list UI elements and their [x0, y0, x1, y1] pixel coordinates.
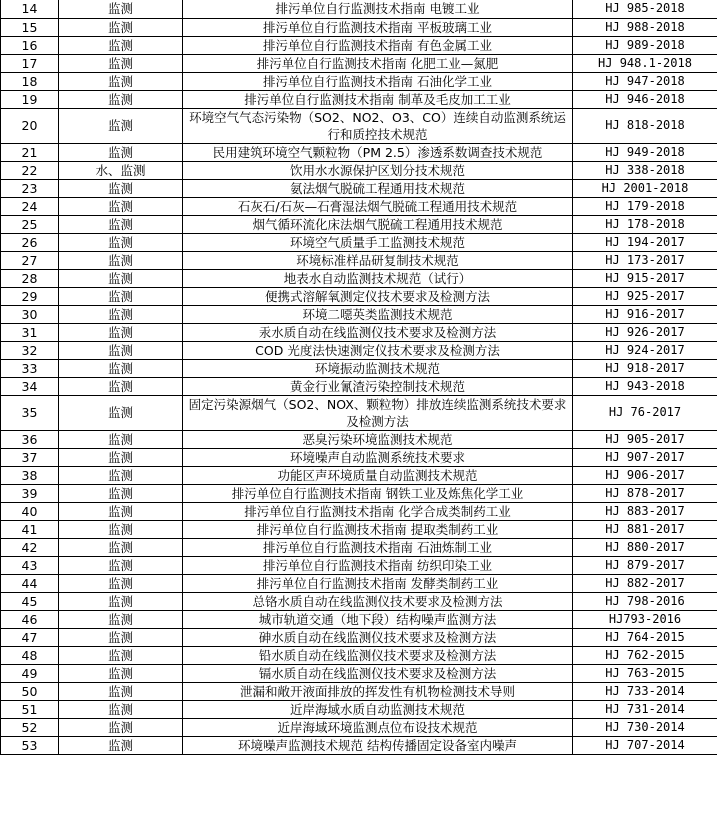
row-standard-code: HJ 730-2014	[573, 718, 717, 736]
row-number: 46	[1, 610, 59, 628]
row-standard-code: HJ 194-2017	[573, 233, 717, 251]
row-standard-code: HJ 878-2017	[573, 484, 717, 502]
row-category: 监测	[59, 36, 183, 54]
row-category: 监测	[59, 395, 183, 430]
row-number: 39	[1, 484, 59, 502]
row-number: 51	[1, 700, 59, 718]
table-row	[1, 233, 717, 251]
table-row	[1, 628, 717, 646]
row-category: 监测	[59, 448, 183, 466]
row-category: 监测	[59, 682, 183, 700]
row-standard-title: 功能区声环境质量自动监测技术规范	[183, 466, 573, 484]
row-category: 监测	[59, 736, 183, 754]
row-category: 监测	[59, 108, 183, 143]
row-number: 25	[1, 215, 59, 233]
table-row	[1, 90, 717, 108]
row-number: 14	[1, 0, 59, 18]
row-number: 27	[1, 251, 59, 269]
table-row	[1, 610, 717, 628]
row-category: 监测	[59, 466, 183, 484]
table-row	[1, 484, 717, 502]
row-number: 22	[1, 161, 59, 179]
row-standard-title: 排污单位自行监测技术指南 石油化学工业	[183, 72, 573, 90]
row-category: 监测	[59, 502, 183, 520]
row-category: 监测	[59, 305, 183, 323]
row-category: 监测	[59, 484, 183, 502]
table-row	[1, 736, 717, 754]
row-category: 水、监测	[59, 161, 183, 179]
row-standard-title: 排污单位自行监测技术指南 化肥工业—氮肥	[183, 54, 573, 72]
row-number: 19	[1, 90, 59, 108]
row-standard-title: COD 光度法快速测定仪技术要求及检测方法	[183, 341, 573, 359]
table-row	[1, 161, 717, 179]
row-number: 15	[1, 18, 59, 36]
table-row	[1, 305, 717, 323]
row-category: 监测	[59, 215, 183, 233]
row-standard-code: HJ 707-2014	[573, 736, 717, 754]
row-number: 23	[1, 179, 59, 197]
row-standard-code: HJ 882-2017	[573, 574, 717, 592]
row-category: 监测	[59, 233, 183, 251]
row-category: 监测	[59, 610, 183, 628]
row-standard-code: HJ 905-2017	[573, 430, 717, 448]
row-standard-title: 环境振动监测技术规范	[183, 359, 573, 377]
row-standard-title: 近岸海域环境监测点位布设技术规范	[183, 718, 573, 736]
table-row	[1, 143, 717, 161]
row-standard-title: 排污单位自行监测技术指南 制革及毛皮加工工业	[183, 90, 573, 108]
row-standard-code: HJ 881-2017	[573, 520, 717, 538]
row-number: 43	[1, 556, 59, 574]
row-number: 53	[1, 736, 59, 754]
row-standard-title: 排污单位自行监测技术指南 石油炼制工业	[183, 538, 573, 556]
row-standard-title: 烟气循环流化床法烟气脱硫工程通用技术规范	[183, 215, 573, 233]
row-category: 监测	[59, 359, 183, 377]
row-standard-code: HJ 883-2017	[573, 502, 717, 520]
row-number: 40	[1, 502, 59, 520]
row-standard-code: HJ 947-2018	[573, 72, 717, 90]
table-row	[1, 179, 717, 197]
row-standard-title: 排污单位自行监测技术指南 平板玻璃工业	[183, 18, 573, 36]
row-category: 监测	[59, 700, 183, 718]
row-number: 17	[1, 54, 59, 72]
row-standard-code: HJ 916-2017	[573, 305, 717, 323]
row-standard-code: HJ 985-2018	[573, 0, 717, 18]
row-number: 32	[1, 341, 59, 359]
row-standard-title: 砷水质自动在线监测仪技术要求及检测方法	[183, 628, 573, 646]
row-number: 24	[1, 197, 59, 215]
table-row	[1, 359, 717, 377]
table-row	[1, 215, 717, 233]
table-row	[1, 520, 717, 538]
row-category: 监测	[59, 592, 183, 610]
table-row	[1, 18, 717, 36]
row-category: 监测	[59, 54, 183, 72]
row-standard-code: HJ 764-2015	[573, 628, 717, 646]
row-number: 49	[1, 664, 59, 682]
row-standard-title: 排污单位自行监测技术指南 电镀工业	[183, 0, 573, 18]
row-standard-code: HJ 178-2018	[573, 215, 717, 233]
row-standard-code: HJ 879-2017	[573, 556, 717, 574]
row-category: 监测	[59, 18, 183, 36]
row-standard-code: HJ 731-2014	[573, 700, 717, 718]
row-standard-title: 铅水质自动在线监测仪技术要求及检测方法	[183, 646, 573, 664]
row-standard-title: 城市轨道交通（地下段）结构噪声监测方法	[183, 610, 573, 628]
row-standard-title: 近岸海域水质自动监测技术规范	[183, 700, 573, 718]
table-row	[1, 108, 717, 143]
row-category: 监测	[59, 179, 183, 197]
row-number: 36	[1, 430, 59, 448]
row-standard-title: 排污单位自行监测技术指南 发酵类制药工业	[183, 574, 573, 592]
row-standard-code: HJ 946-2018	[573, 90, 717, 108]
row-number: 18	[1, 72, 59, 90]
table-row	[1, 574, 717, 592]
row-number: 35	[1, 395, 59, 430]
table-row	[1, 466, 717, 484]
row-category: 监测	[59, 646, 183, 664]
row-standard-code: HJ 76-2017	[573, 395, 717, 430]
row-standard-title: 民用建筑环境空气颗粒物（PM 2.5）渗透系数调查技术规范	[183, 143, 573, 161]
row-number: 37	[1, 448, 59, 466]
row-standard-title: 环境空气质量手工监测技术规范	[183, 233, 573, 251]
table-row	[1, 36, 717, 54]
row-category: 监测	[59, 520, 183, 538]
row-standard-code: HJ 880-2017	[573, 538, 717, 556]
row-standard-code: HJ 907-2017	[573, 448, 717, 466]
table-row	[1, 502, 717, 520]
row-number: 26	[1, 233, 59, 251]
row-category: 监测	[59, 430, 183, 448]
table-row	[1, 538, 717, 556]
table-row	[1, 448, 717, 466]
row-number: 47	[1, 628, 59, 646]
row-category: 监测	[59, 718, 183, 736]
table-row	[1, 251, 717, 269]
row-standard-code: HJ793-2016	[573, 610, 717, 628]
row-standard-code: HJ 798-2016	[573, 592, 717, 610]
row-category: 监测	[59, 287, 183, 305]
row-standard-title: 环境噪声监测技术规范 结构传播固定设备室内噪声	[183, 736, 573, 754]
table-row	[1, 556, 717, 574]
row-standard-title: 泄漏和敞开液面排放的挥发性有机物检测技术导则	[183, 682, 573, 700]
row-standard-code: HJ 915-2017	[573, 269, 717, 287]
row-standard-code: HJ 733-2014	[573, 682, 717, 700]
row-standard-title: 排污单位自行监测技术指南 钢铁工业及炼焦化学工业	[183, 484, 573, 502]
row-standard-code: HJ 988-2018	[573, 18, 717, 36]
row-category: 监测	[59, 556, 183, 574]
row-standard-title: 总铬水质自动在线监测仪技术要求及检测方法	[183, 592, 573, 610]
row-standard-code: HJ 338-2018	[573, 161, 717, 179]
row-category: 监测	[59, 323, 183, 341]
row-standard-title: 环境二噁英类监测技术规范	[183, 305, 573, 323]
row-number: 48	[1, 646, 59, 664]
row-standard-code: HJ 918-2017	[573, 359, 717, 377]
row-category: 监测	[59, 0, 183, 18]
row-standard-title: 排污单位自行监测技术指南 有色金属工业	[183, 36, 573, 54]
row-number: 33	[1, 359, 59, 377]
row-standard-title: 地表水自动监测技术规范（试行）	[183, 269, 573, 287]
row-standard-title: 环境空气气态污染物（SO2、NO2、O3、CO）连续自动监测系统运行和质控技术规范	[183, 108, 573, 143]
table-row	[1, 700, 717, 718]
row-category: 监测	[59, 628, 183, 646]
row-standard-title: 黄金行业氰渣污染控制技术规范	[183, 377, 573, 395]
row-number: 16	[1, 36, 59, 54]
row-category: 监测	[59, 574, 183, 592]
table-row	[1, 664, 717, 682]
row-standard-code: HJ 818-2018	[573, 108, 717, 143]
row-number: 50	[1, 682, 59, 700]
row-standard-code: HJ 179-2018	[573, 197, 717, 215]
row-category: 监测	[59, 664, 183, 682]
row-standard-code: HJ 949-2018	[573, 143, 717, 161]
row-number: 30	[1, 305, 59, 323]
row-standard-code: HJ 2001-2018	[573, 179, 717, 197]
table-row	[1, 197, 717, 215]
row-number: 38	[1, 466, 59, 484]
row-standard-title: 环境噪声自动监测系统技术要求	[183, 448, 573, 466]
row-standard-title: 排污单位自行监测技术指南 提取类制药工业	[183, 520, 573, 538]
row-standard-code: HJ 173-2017	[573, 251, 717, 269]
table-row	[1, 341, 717, 359]
row-number: 21	[1, 143, 59, 161]
table-row	[1, 323, 717, 341]
row-category: 监测	[59, 269, 183, 287]
row-standard-title: 氨法烟气脱硫工程通用技术规范	[183, 179, 573, 197]
row-number: 45	[1, 592, 59, 610]
table-row	[1, 682, 717, 700]
row-standard-code: HJ 943-2018	[573, 377, 717, 395]
row-standard-code: HJ 762-2015	[573, 646, 717, 664]
table-row	[1, 646, 717, 664]
row-number: 44	[1, 574, 59, 592]
row-number: 42	[1, 538, 59, 556]
row-number: 41	[1, 520, 59, 538]
table-row	[1, 377, 717, 395]
row-standard-title: 石灰石/石灰—石膏湿法烟气脱硫工程通用技术规范	[183, 197, 573, 215]
table-row	[1, 0, 717, 18]
row-standard-title: 便携式溶解氧测定仪技术要求及检测方法	[183, 287, 573, 305]
table-row	[1, 269, 717, 287]
row-standard-title: 固定污染源烟气（SO2、NOX、颗粒物）排放连续监测系统技术要求及检测方法	[183, 395, 573, 430]
row-category: 监测	[59, 251, 183, 269]
row-standard-title: 恶臭污染环境监测技术规范	[183, 430, 573, 448]
row-number: 29	[1, 287, 59, 305]
row-category: 监测	[59, 72, 183, 90]
standards-table-body	[1, 0, 717, 754]
row-standard-title: 排污单位自行监测技术指南 化学合成类制药工业	[183, 502, 573, 520]
row-standard-title: 饮用水水源保护区划分技术规范	[183, 161, 573, 179]
table-row	[1, 718, 717, 736]
row-number: 20	[1, 108, 59, 143]
row-standard-code: HJ 948.1-2018	[573, 54, 717, 72]
row-standard-code: HJ 925-2017	[573, 287, 717, 305]
row-number: 34	[1, 377, 59, 395]
row-number: 52	[1, 718, 59, 736]
table-row	[1, 287, 717, 305]
row-standard-code: HJ 906-2017	[573, 466, 717, 484]
row-number: 31	[1, 323, 59, 341]
row-category: 监测	[59, 143, 183, 161]
table-row	[1, 430, 717, 448]
row-number: 28	[1, 269, 59, 287]
row-category: 监测	[59, 377, 183, 395]
row-standard-code: HJ 926-2017	[573, 323, 717, 341]
row-standard-title: 环境标准样品研复制技术规范	[183, 251, 573, 269]
row-standard-code: HJ 763-2015	[573, 664, 717, 682]
table-row	[1, 395, 717, 430]
row-category: 监测	[59, 341, 183, 359]
row-standard-code: HJ 924-2017	[573, 341, 717, 359]
table-row	[1, 54, 717, 72]
row-standard-title: 镉水质自动在线监测仪技术要求及检测方法	[183, 664, 573, 682]
table-row	[1, 72, 717, 90]
row-category: 监测	[59, 90, 183, 108]
row-category: 监测	[59, 538, 183, 556]
row-category: 监测	[59, 197, 183, 215]
row-standard-code: HJ 989-2018	[573, 36, 717, 54]
table-row	[1, 592, 717, 610]
row-standard-title: 排污单位自行监测技术指南 纺织印染工业	[183, 556, 573, 574]
row-standard-title: 汞水质自动在线监测仪技术要求及检测方法	[183, 323, 573, 341]
